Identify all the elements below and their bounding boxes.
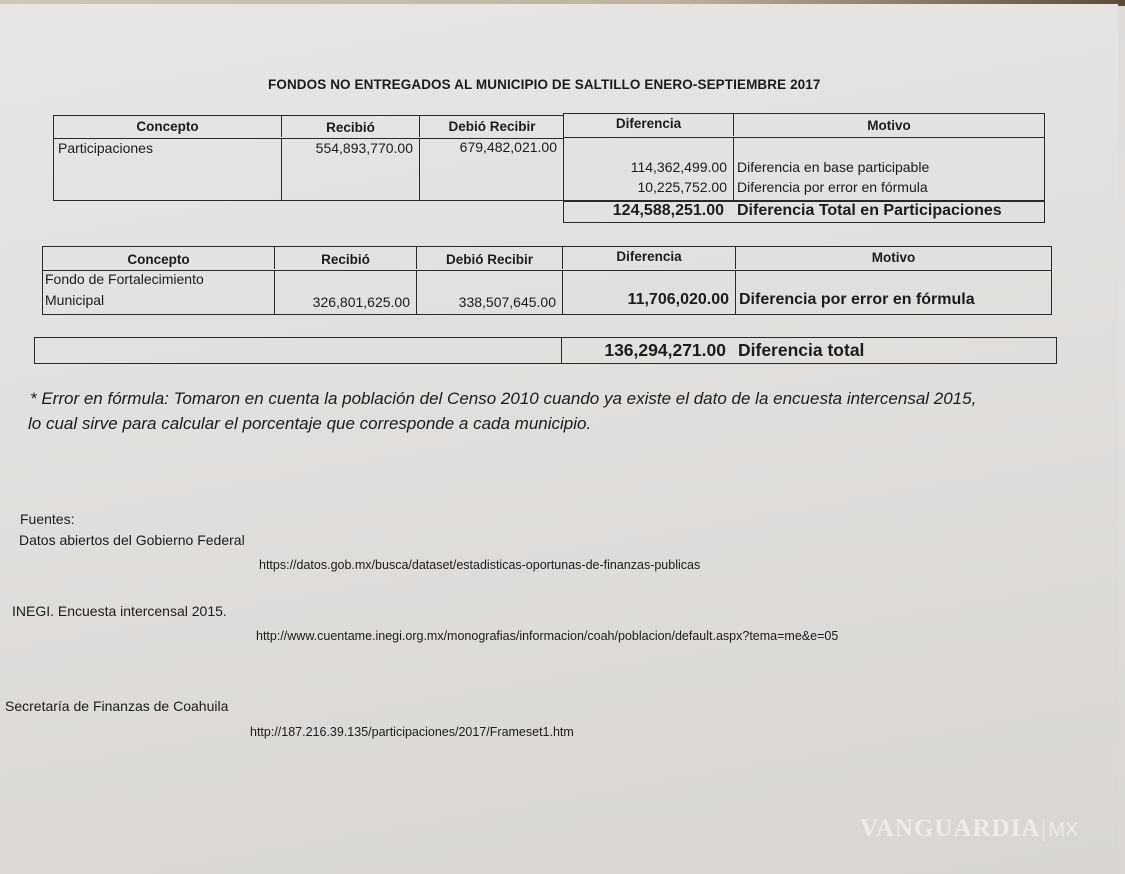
header-diferencia: Diferencia [563,247,736,269]
source-url[interactable]: https://datos.gob.mx/busca/dataset/estadisticas-oportunas-de-finanzas-publicas [259,558,701,572]
header-concepto: Concepto [43,247,275,269]
debio-recibir-amount: 338,507,645.00 [458,294,556,310]
header-motivo: Motivo [871,250,916,265]
table-participaciones [53,115,563,201]
header-debio-recibir: Debió Recibir [417,247,563,269]
document-title: FONDOS NO ENTREGADOS AL MUNICIPIO DE SALTILLO ENERO-SEPTIEMBRE 2017 [268,77,821,92]
formula-error-note [30,386,976,436]
source-url[interactable]: http://187.216.39.135/participaciones/2017/Frameset1.htm [250,725,574,739]
table-header [564,114,1044,138]
diferencia-amount: 11,706,020.00 [627,291,729,308]
grand-total-row [34,337,1057,364]
source-name: Datos abiertos del Gobierno Federal [19,532,245,548]
cell-recibio [275,270,417,314]
cell-debio-recibir [417,270,563,314]
cell-motivo [736,270,1051,314]
header-concepto: Concepto [54,116,282,137]
header-motivo: Motivo [867,118,911,133]
grand-total-amount: 136,294,271.00 [604,340,726,360]
table-header [54,116,563,139]
motivo-text: Diferencia en base participable [737,159,930,175]
cell-recibio: 554,893,770.00 [282,138,420,200]
total-participaciones-amount: 124,588,251.00 [612,202,724,219]
diferencia-amount: 10,225,752.00 [637,179,727,195]
recibio-amount: 326,801,625.00 [312,294,410,310]
grand-total-divider [561,337,562,364]
cell-debio-recibir: 679,482,021.00 [459,139,557,155]
grand-total-label: Diferencia total [738,340,865,360]
table-fondo-fortalecimiento [42,246,1052,315]
table-participaciones-diferencias [563,113,1045,223]
cell-diferencias [564,137,734,200]
source-url[interactable]: http://www.cuentame.inegi.org.mx/monografias/informacion/coah/poblacion/default.aspx?tema=me&e=05 [256,629,839,643]
diferencia-amount: 114,362,499.00 [630,159,727,175]
source-name: INEGI. Encuesta intercensal 2015. [12,603,227,619]
cell-diferencia [563,270,736,314]
concepto-line: Fondo de Fortalecimiento [45,271,204,287]
header-recibio: Recibió [275,247,417,269]
sources-heading: Fuentes: [20,511,75,527]
motivo-text: Diferencia por error en fórmula [739,291,975,308]
header-recibio: Recibió [282,116,420,137]
vanguardia-watermark-logo [860,815,1078,843]
cell-motivos [734,137,1044,200]
watermark-suffix: MX [1043,819,1078,841]
source-name: Secretaría de Finanzas de Coahuila [5,698,229,714]
header-debio-recibir: Debió Recibir [448,119,536,134]
cell-concepto: Participaciones [54,138,282,200]
note-line: lo cual sirve para calcular el porcentaje que corresponde a cada municipio. [28,414,592,433]
header-diferencia: Diferencia [564,114,734,136]
table-header [43,247,1051,271]
motivo-text: Diferencia por error en fórmula [737,179,928,195]
watermark-brand: VANGUARDIA [860,815,1041,842]
cell-concepto [43,270,275,314]
concepto-line: Municipal [45,292,105,308]
note-line: * Error en fórmula: Tomaron en cuenta la población del Censo 2010 cuando ya existe el dato de la encuesta intercensal 2015, [30,389,977,408]
total-participaciones-label: Diferencia Total en Participaciones [737,202,1002,219]
